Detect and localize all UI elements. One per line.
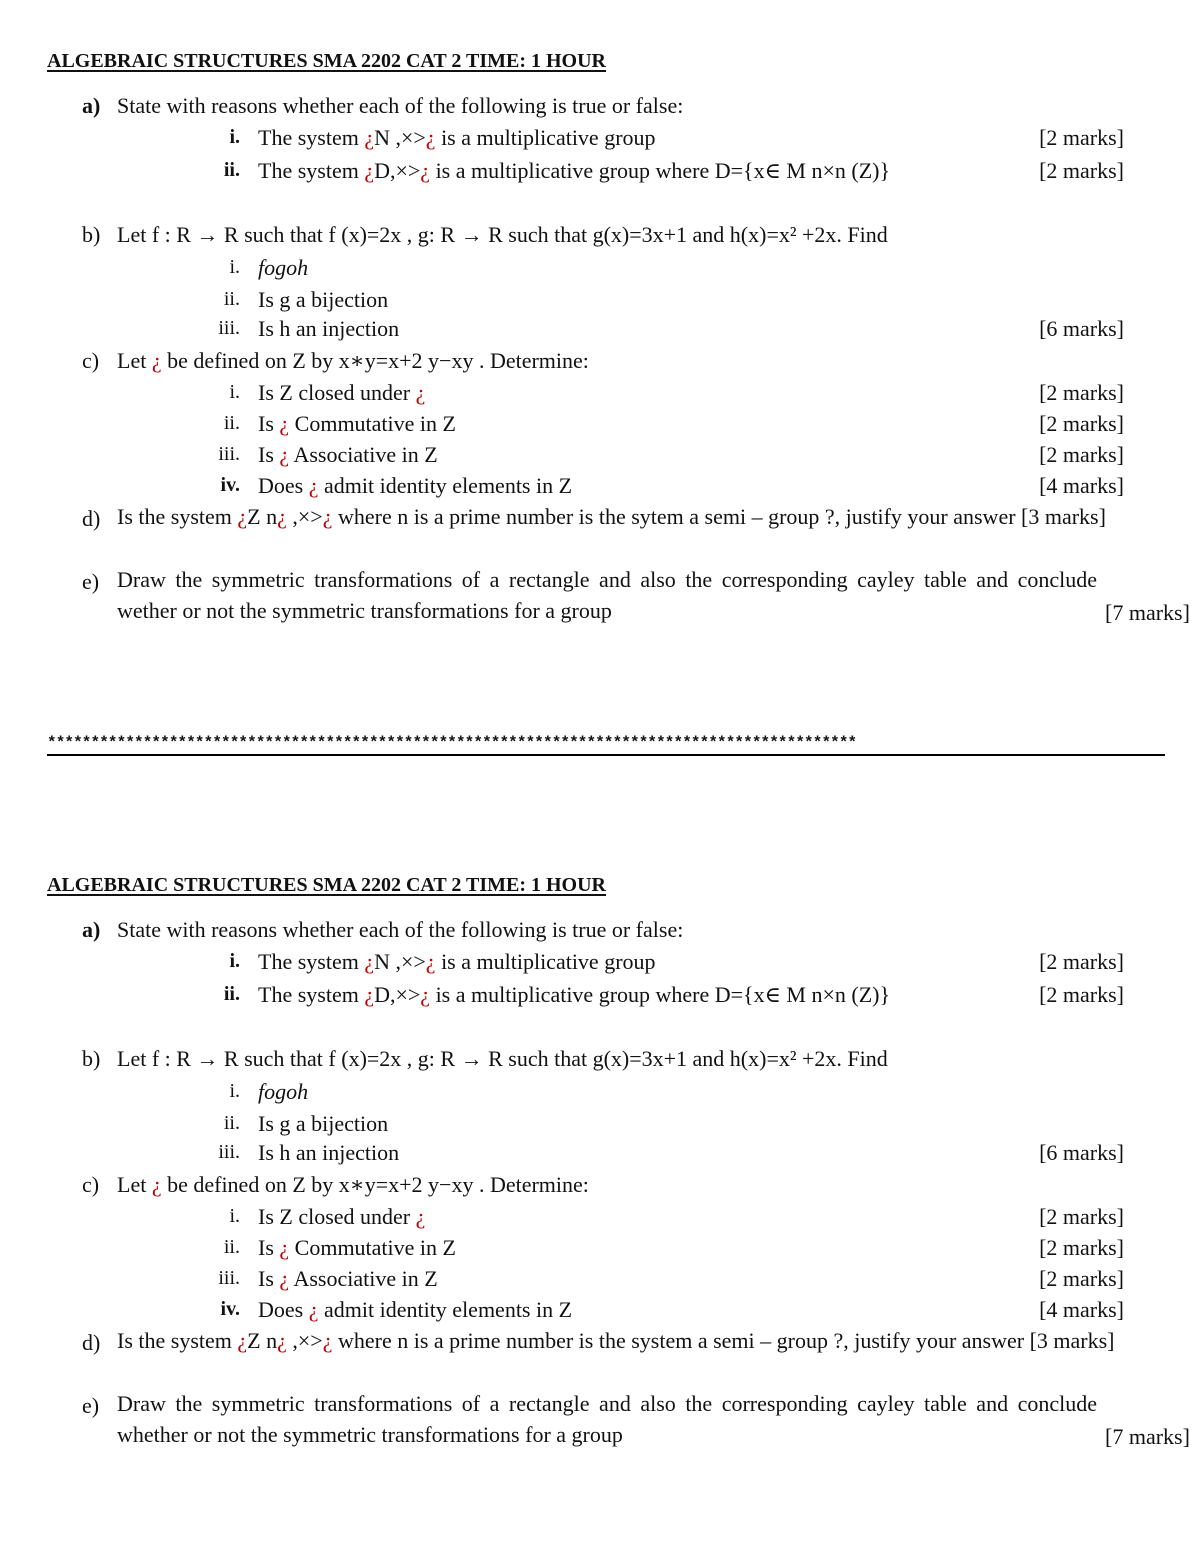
- marks: [2 marks]: [1039, 125, 1124, 150]
- item-number: i.: [229, 256, 240, 278]
- item-number: ii.: [223, 412, 240, 434]
- item-number: iii.: [218, 443, 240, 465]
- marks: [2 marks]: [1039, 949, 1124, 974]
- item-number: i.: [229, 1205, 240, 1227]
- item-number: ii.: [223, 983, 240, 1005]
- item-number: i.: [229, 381, 240, 403]
- item-text: Is h an injection: [258, 1140, 400, 1165]
- marks: [2 marks]: [1039, 1235, 1124, 1260]
- item-text: Does ¿ admit identity elements in Z: [258, 1297, 573, 1322]
- question-b-label: b): [82, 222, 101, 247]
- item-number: i.: [229, 126, 240, 148]
- question-c-text: Let ¿ be defined on Z by x∗y=x+2 y−xy . Determine:: [117, 1172, 589, 1197]
- item-text: The system ¿N ,×>¿ is a multiplicative group: [258, 125, 656, 150]
- separator-line: *********************************************************************************************: [47, 735, 1165, 756]
- marks: [6 marks]: [1039, 316, 1124, 341]
- question-a-text: State with reasons whether each of the following is true or false:: [117, 917, 684, 942]
- question-a-text: State with reasons whether each of the following is true or false:: [117, 93, 684, 118]
- item-number: i.: [229, 950, 240, 972]
- marks: [2 marks]: [1039, 380, 1124, 405]
- question-c-text: Let ¿ be defined on Z by x∗y=x+2 y−xy . Determine:: [117, 348, 589, 373]
- item-number: iii.: [218, 317, 240, 339]
- item-text: fogoh: [258, 1079, 309, 1104]
- marks: [2 marks]: [1039, 158, 1124, 183]
- exam-title: ALGEBRAIC STRUCTURES SMA 2202 CAT 2 TIME: 1 HOUR: [47, 50, 606, 72]
- question-a-label: a): [82, 93, 101, 118]
- item-text: Is ¿ Commutative in Z: [258, 1235, 456, 1260]
- question-e-label: e): [82, 569, 100, 594]
- item-text: Does ¿ admit identity elements in Z: [258, 473, 573, 498]
- item-text: Is ¿ Associative in Z: [258, 1266, 438, 1291]
- question-a-label: a): [82, 917, 101, 942]
- item-text: fogoh: [258, 255, 309, 280]
- item-text: Is g a bijection: [258, 1111, 389, 1136]
- exam-section-2: [0, 824, 1200, 1464]
- item-text: Is Z closed under ¿: [258, 1204, 426, 1229]
- exam-section-1: [0, 0, 1200, 640]
- question-d-text: Is the system ¿Z n¿ ,×>¿ where n is a prime number is the system a semi – group ?, justify your answer [3 marks]: [117, 1328, 1115, 1353]
- item-text: Is ¿ Commutative in Z: [258, 411, 456, 436]
- item-text: Is h an injection: [258, 316, 400, 341]
- item-number: ii.: [223, 159, 240, 181]
- question-b-label: b): [82, 1046, 101, 1071]
- question-b-text: Let f : R → R such that f (x)=2x , g: R → R such that g(x)=3x+1 and h(x)=x² +2x. Find: [117, 222, 888, 247]
- item-number: ii.: [223, 288, 240, 310]
- marks: [2 marks]: [1039, 1266, 1124, 1291]
- marks: [4 marks]: [1039, 1297, 1124, 1322]
- item-number: i.: [229, 1080, 240, 1102]
- exam-title: ALGEBRAIC STRUCTURES SMA 2202 CAT 2 TIME: 1 HOUR: [47, 874, 606, 896]
- item-number: iii.: [218, 1141, 240, 1163]
- question-c-label: c): [82, 348, 100, 373]
- item-number: ii.: [223, 1236, 240, 1258]
- item-number: iv.: [220, 474, 240, 496]
- item-number: iv.: [220, 1298, 240, 1320]
- marks: [6 marks]: [1039, 1140, 1124, 1165]
- question-d-text: Is the system ¿Z n¿ ,×>¿ where n is a prime number is the sytem a semi – group ?, justify your answer [3 marks]: [117, 504, 1106, 529]
- question-e-text: Draw the symmetric transformations of a rectangle and also the corresponding cayley table and conclude whether or not the symmetric transformations for a group: [117, 1391, 1097, 1447]
- marks: [2 marks]: [1039, 442, 1124, 467]
- question-b-text: Let f : R → R such that f (x)=2x , g: R → R such that g(x)=3x+1 and h(x)=x² +2x. Find: [117, 1046, 888, 1071]
- question-d-label: d): [82, 1330, 101, 1355]
- item-text: Is g a bijection: [258, 287, 389, 312]
- item-text: The system ¿D,×>¿ is a multiplicative group where D={x∈ M n×n (Z)}: [258, 158, 891, 183]
- item-text: The system ¿D,×>¿ is a multiplicative group where D={x∈ M n×n (Z)}: [258, 982, 891, 1007]
- marks: [7 marks]: [1105, 1424, 1190, 1449]
- question-c-label: c): [82, 1172, 100, 1197]
- item-number: iii.: [218, 1267, 240, 1289]
- question-e-label: e): [82, 1393, 100, 1418]
- item-text: The system ¿N ,×>¿ is a multiplicative group: [258, 949, 656, 974]
- marks: [2 marks]: [1039, 411, 1124, 436]
- question-e-text: Draw the symmetric transformations of a rectangle and also the corresponding cayley table and conclude wether or not the symmetric transformations for a group: [117, 567, 1097, 623]
- marks: [4 marks]: [1039, 473, 1124, 498]
- item-text: Is ¿ Associative in Z: [258, 442, 438, 467]
- item-text: Is Z closed under ¿: [258, 380, 426, 405]
- marks: [2 marks]: [1039, 982, 1124, 1007]
- item-number: ii.: [223, 1112, 240, 1134]
- question-d-label: d): [82, 506, 101, 531]
- marks: [7 marks]: [1105, 600, 1190, 625]
- marks: [2 marks]: [1039, 1204, 1124, 1229]
